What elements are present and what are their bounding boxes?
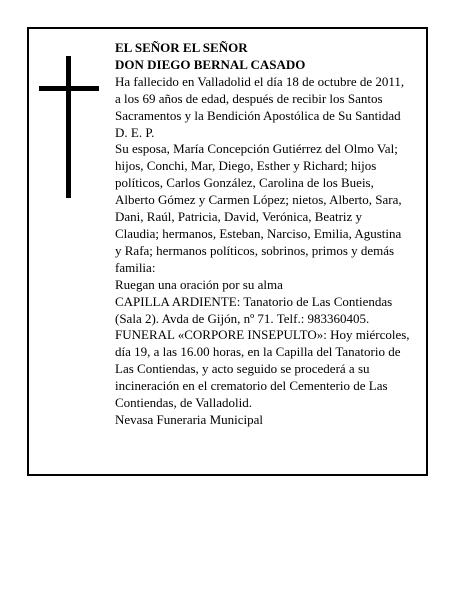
notice-body-line: familia: (115, 259, 156, 275)
notice-body-line: Dani, Raúl, Patricia, David, Verónica, Beatriz y (115, 209, 363, 225)
obituary-notice (27, 27, 428, 476)
notice-body-line: Alberto Gómez y Carmen López; nietos, Alberto, Sara, (115, 192, 402, 208)
notice-body-line: Ha fallecido en Valladolid el día 18 de octubre de 2011, (115, 73, 405, 89)
cross-vertical-bar (66, 56, 71, 198)
notice-body-line: Ruegan una oración por su alma (115, 276, 283, 292)
notice-body-line: Sacramentos y la Bendición Apostólica de Su Santidad (115, 107, 401, 123)
notice-title-line-2: DON DIEGO BERNAL CASADO (115, 56, 306, 72)
notice-body-line: FUNERAL «CORPORE INSEPULTO»: Hoy miércoles, (115, 327, 410, 343)
notice-body-line: y Rafa; hermanos políticos, sobrinos, primos y demás (115, 242, 395, 258)
notice-body-line: Nevasa Funeraria Municipal (115, 411, 264, 427)
notice-body-line: Contiendas, de Valladolid. (115, 395, 252, 411)
notice-body-line: día 19, a las 16.00 horas, en la Capilla del Tanatorio de (115, 344, 401, 360)
notice-body-line: CAPILLA ARDIENTE: Tanatorio de Las Contiendas (115, 293, 393, 309)
notice-title-line-1: EL SEÑOR EL SEÑOR (115, 40, 248, 55)
notice-body-line: Las Contiendas, y acto seguido se procederá a su (115, 361, 370, 377)
notice-body-line: (Sala 2). Avda de Gijón, nº 71. Telf.: 983360405. (115, 310, 370, 326)
notice-body-line: a los 69 años de edad, después de recibir los Santos (115, 90, 383, 106)
notice-body-line: políticos, Carlos González, Carolina de los Bueis, (115, 175, 374, 191)
notice-body-line: incineración en el crematorio del Cementerio de Las (115, 378, 388, 394)
notice-text (115, 40, 430, 429)
notice-body-line: Su esposa, María Concepción Gutiérrez del Olmo Val; (115, 141, 398, 157)
notice-body-line: Claudia; hermanos, Esteban, Narciso, Emilia, Agustina (115, 225, 402, 241)
cross-icon (39, 56, 99, 198)
notice-body-line: D. E. P. (115, 124, 155, 140)
notice-body-line: hijos, Conchi, Mar, Diego, Esther y Richard; hijos (115, 158, 377, 174)
cross-horizontal-bar (39, 86, 99, 91)
